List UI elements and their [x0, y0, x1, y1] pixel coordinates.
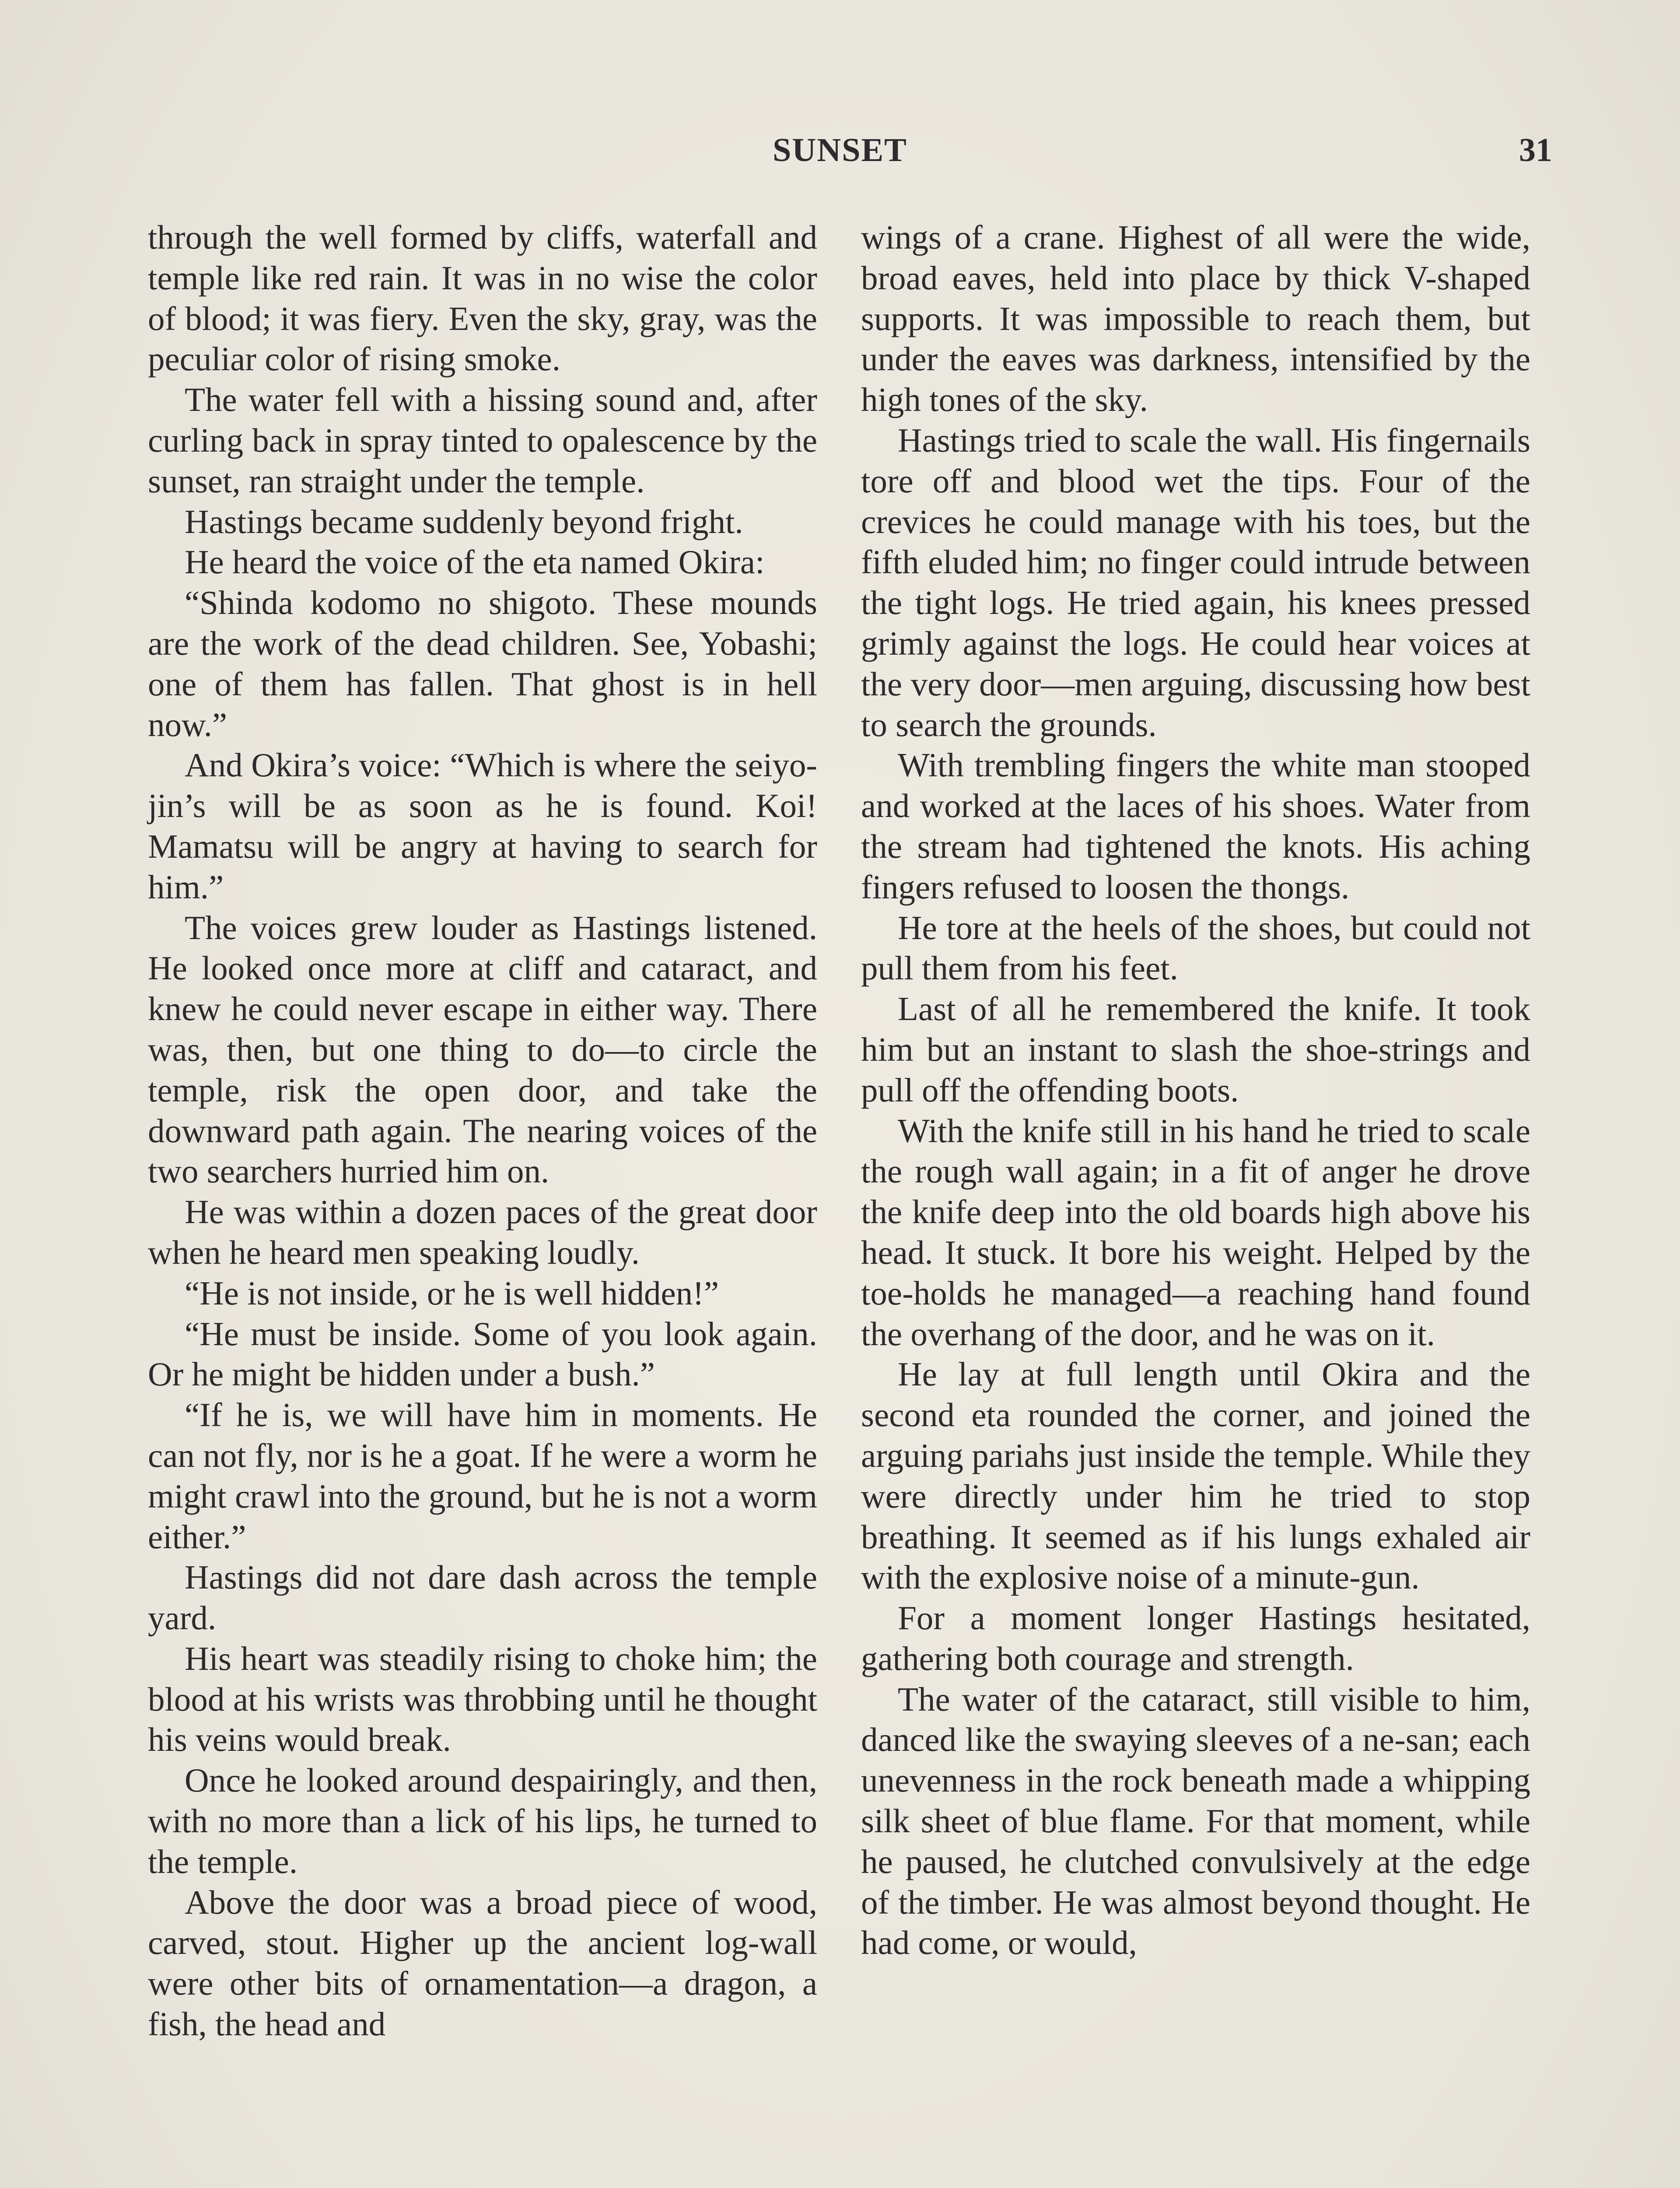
paragraph: “He is not inside, or he is well hidden!”	[185, 1274, 719, 1312]
paragraph: With trembling fingers the white man stooped and worked at the laces of his shoes. Water from the stream had tightened the knots. His aching fingers refused to loosen the thongs.	[861, 746, 1530, 906]
paragraph: Last of all he remembered the knife. It took him but an instant to slash the shoe-strings and pull off the offending boots.	[861, 990, 1530, 1109]
paragraph: Hastings became suddenly beyond fright.	[185, 502, 743, 540]
paragraph: Above the door was a broad piece of wood, carved, stout. Higher up the ancient log-wall were other bits of ornamentation—a dragon, a fish, the head and	[148, 1883, 817, 2043]
paragraph: Once he looked around despairingly, and then, with no more than a lick of his lips, he turned to the temple.	[148, 1761, 817, 1880]
paragraph: He lay at full length until Okira and the second eta rounded the corner, and joined the arguing pariahs just inside the temple. While they were directly under him he tried to stop breathing. It seemed as if his lungs exhaled air with the explosive noise of a minute-gun.	[861, 1355, 1530, 1596]
paragraph: He tore at the heels of the shoes, but could not pull them from his feet.	[861, 908, 1530, 987]
paragraph: For a moment longer Hastings hesitated, gathering both courage and strength.	[861, 1599, 1530, 1677]
paragraph: “Shinda kodomo no shigoto. These mounds are the work of the dead children. See, Yobashi; one of them has fallen. That ghost is in hell now.”	[148, 584, 817, 743]
paragraph: The water fell with a hissing sound and, after curling back in spray tinted to opalescence by the sunset, ran straight under the temple.	[148, 381, 817, 500]
paragraph: His heart was steadily rising to choke him; the blood at his wrists was throbbing until he thought his veins would break.	[148, 1639, 817, 1759]
paragraph: wings of a crane. Highest of all were the wide, broad eaves, held into place by thick V-shaped supports. It was impossible to reach them, but under the eaves was darkness, intensified by the high tones of the sky.	[861, 218, 1530, 419]
paragraph: He was within a dozen paces of the great door when he heard men speaking loudly.	[148, 1193, 817, 1271]
paragraph: The voices grew louder as Hastings listened. He looked once more at cliff and cataract, and knew he could never escape in either way. There was, then, but one thing to do—to circle the temple, risk the open door, and take the downward path again. The nearing voices of the two searchers hurried him on.	[148, 908, 817, 1190]
page-number: 31	[1519, 132, 1552, 168]
paragraph: Hastings tried to scale the wall. His fingernails tore off and blood wet the tips. Four of the crevices he could manage with his toes, but the fifth eluded him; no finger could intrude between the tight logs. He tried again, his knees pressed grimly against the logs. He could hear voices at the very door—men arguing, discussing how best to search the grounds.	[861, 421, 1530, 743]
paragraph: “He must be inside. Some of you look again. Or he might be hidden under a bush.”	[148, 1315, 817, 1393]
left-text-column	[148, 217, 817, 2044]
paragraph: He heard the voice of the eta named Okira:	[185, 543, 765, 581]
paragraph: And Okira’s voice: “Which is where the seiyo-jin’s will be as soon as he is found. Koi! Mamatsu will be angry at having to search for him.”	[148, 746, 817, 906]
paragraph: through the well formed by cliffs, waterfall and temple like red rain. It was in no wise the color of blood; it was fiery. Even the sky, gray, was the peculiar color of rising smoke.	[148, 218, 817, 378]
paragraph: The water of the cataract, still visible to him, danced like the swaying sleeves of a ne-san; each unevenness in the rock beneath made a whipping silk sheet of blue flame. For that moment, while he paused, he clutched convulsively at the edge of the timber. He was almost beyond thought. He had come, or would,	[861, 1680, 1530, 1962]
paragraph: With the knife still in his hand he tried to scale the rough wall again; in a fit of anger he drove the knife deep into the old boards high above his head. It stuck. It bore his weight. Helped by the toe-holds he managed—a reaching hand found the overhang of the door, and he was on it.	[861, 1112, 1530, 1353]
paragraph: Hastings did not dare dash across the temple yard.	[148, 1558, 817, 1637]
right-text-column	[861, 217, 1530, 1963]
running-title: SUNSET	[773, 132, 907, 168]
paragraph: “If he is, we will have him in moments. He can not fly, nor is he a goat. If he were a worm he might crawl into the ground, but he is not a worm either.”	[148, 1396, 817, 1556]
